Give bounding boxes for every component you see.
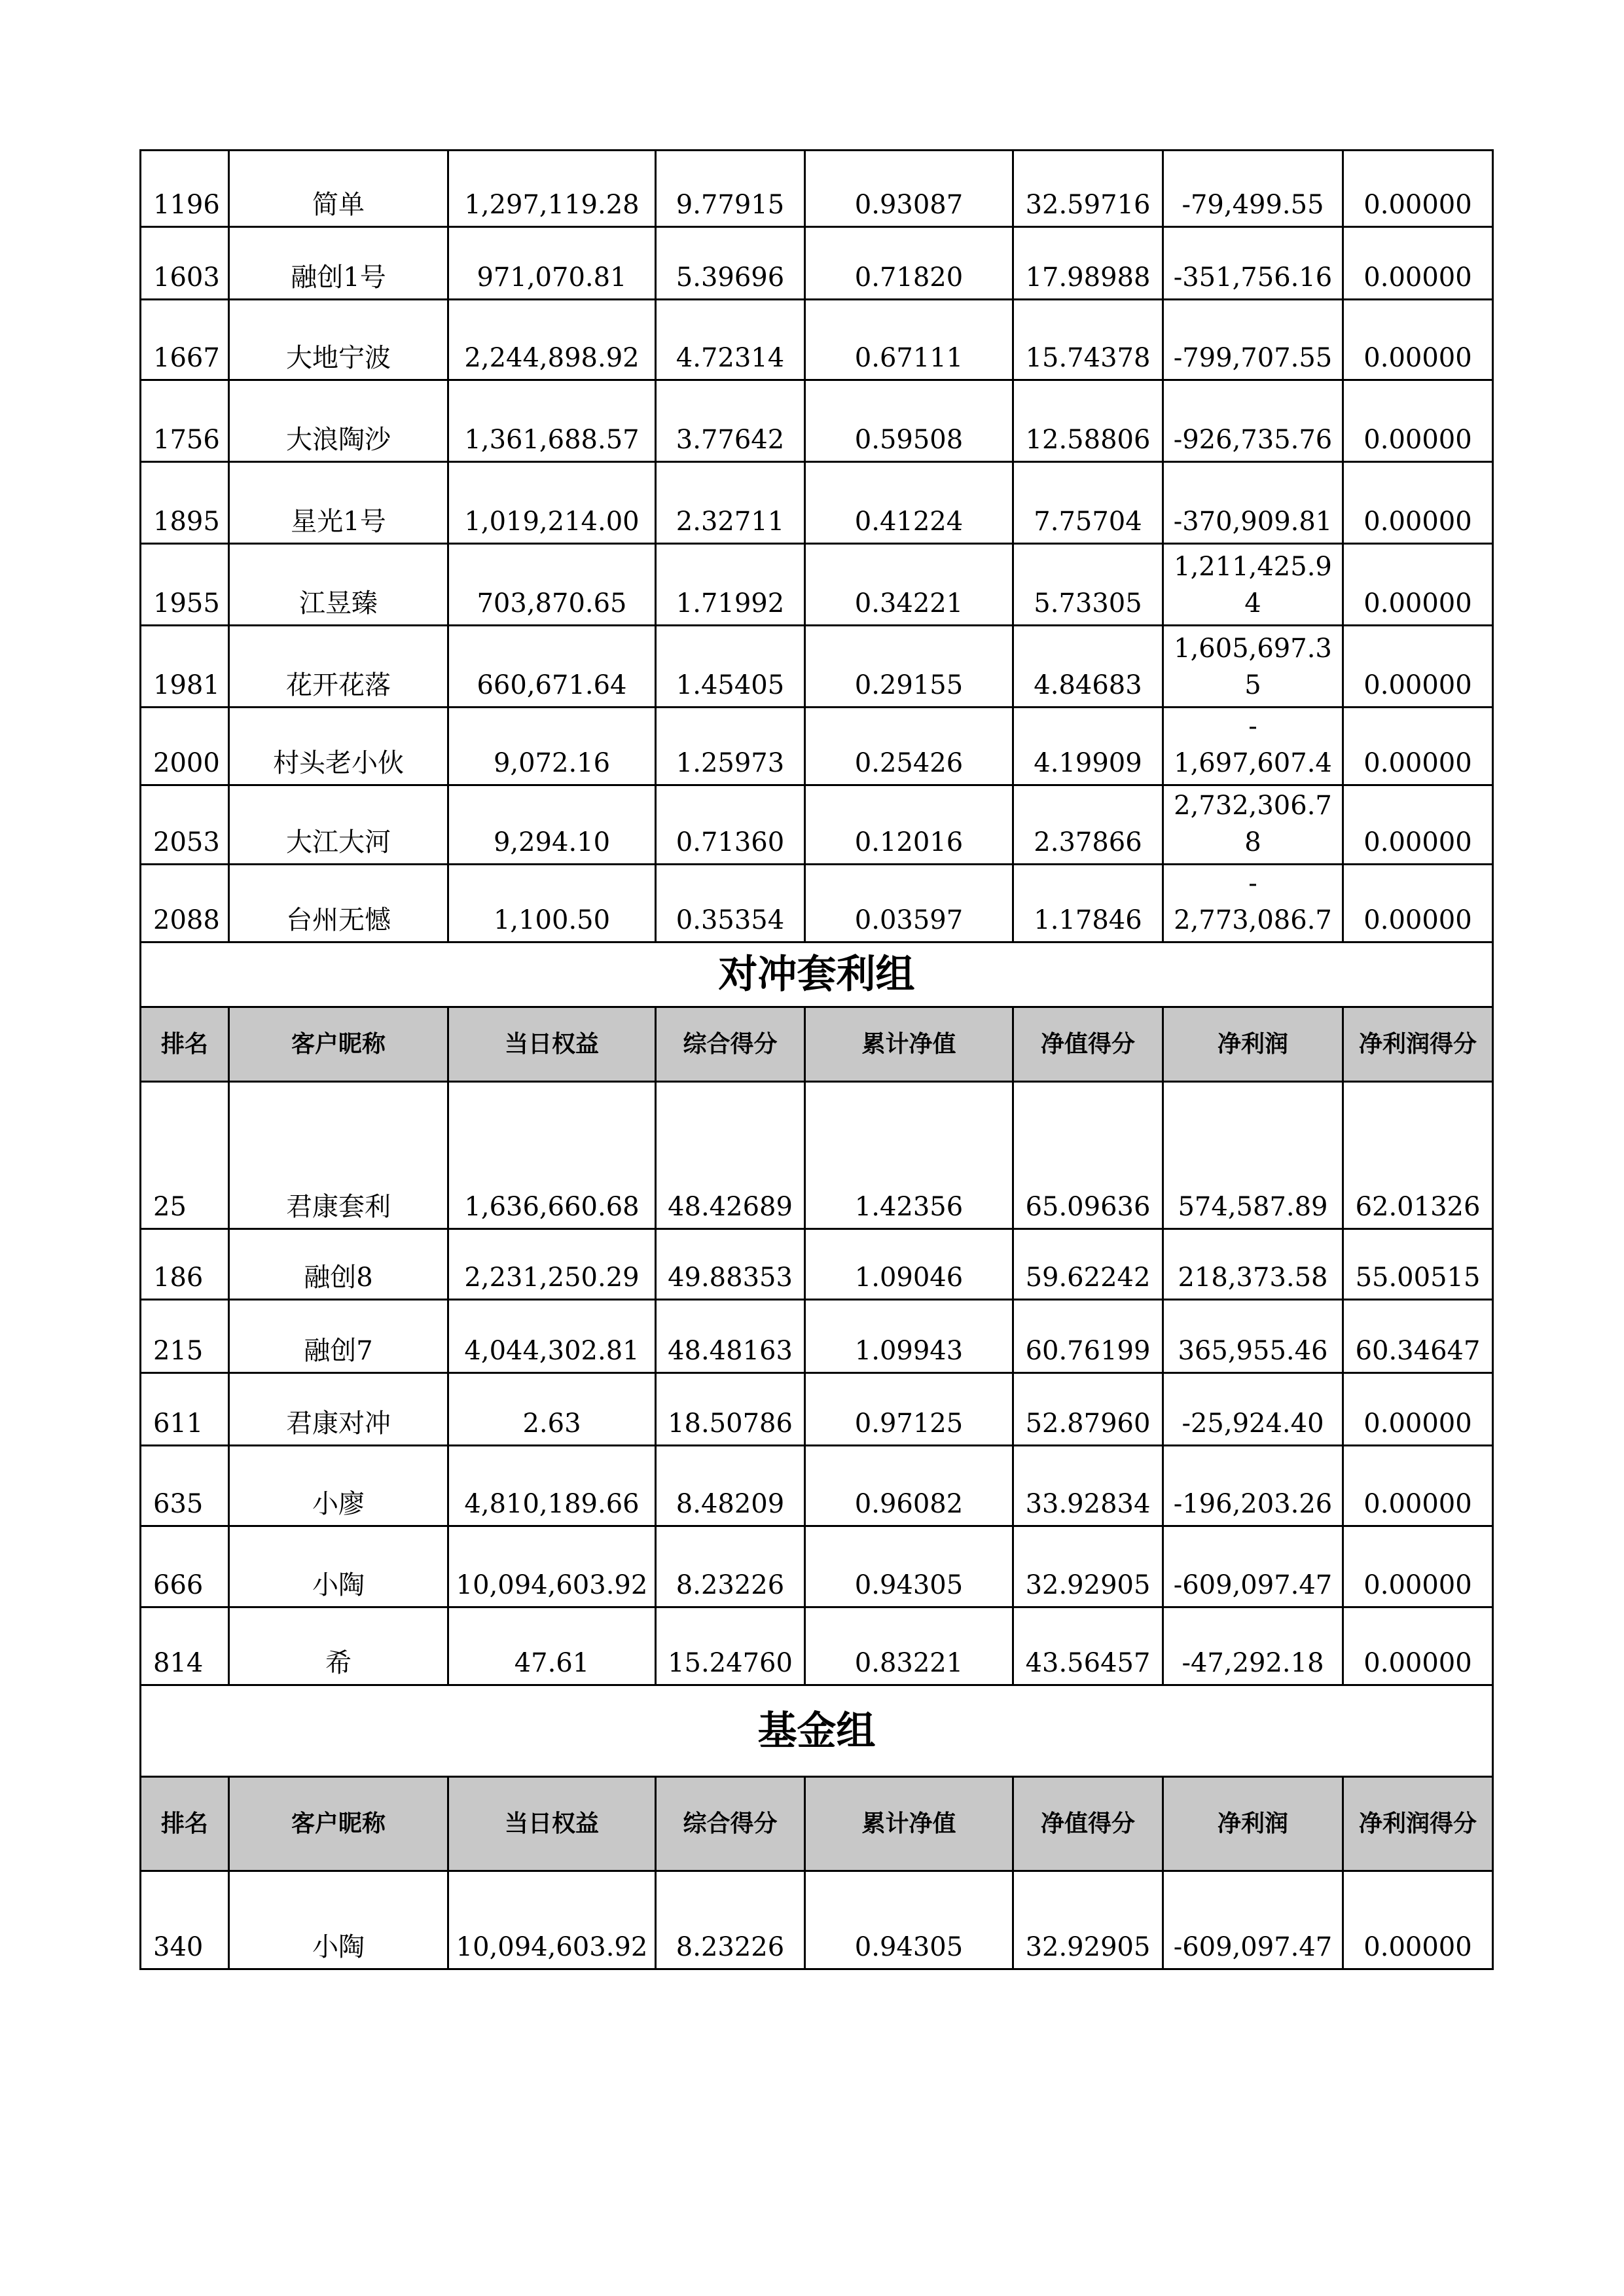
composite-score-cell: 8.23226 — [656, 1526, 805, 1607]
table-row — [141, 1871, 1493, 1969]
cumulative-nav-cell: 0.96082 — [805, 1446, 1013, 1526]
equity-cell: 4,810,189.66 — [448, 1446, 656, 1526]
composite-score-cell: 2.32711 — [656, 462, 805, 544]
table-row — [141, 1229, 1493, 1300]
nickname-cell: 简单 — [229, 151, 448, 227]
rank-cell: 2088 — [141, 865, 229, 942]
nickname-cell: 小陶 — [229, 1526, 448, 1607]
net-profit-score-cell: 0.00000 — [1343, 380, 1493, 462]
header-net-profit-score: 净利润得分 — [1343, 1777, 1493, 1871]
header-cumulative-nav: 累计净值 — [805, 1777, 1013, 1871]
nav-score-cell: 32.92905 — [1013, 1526, 1163, 1607]
header-equity: 当日权益 — [448, 1777, 656, 1871]
net-profit-cell: -370,909.81 — [1163, 462, 1343, 544]
header-nickname: 客户昵称 — [229, 1777, 448, 1871]
equity-cell: 9,072.16 — [448, 708, 656, 785]
nickname-cell: 台州无憾 — [229, 865, 448, 942]
equity-cell: 1,361,688.57 — [448, 380, 656, 462]
rank-cell: 2053 — [141, 785, 229, 865]
nav-score-cell: 59.62242 — [1013, 1229, 1163, 1300]
nickname-cell: 大浪陶沙 — [229, 380, 448, 462]
nav-score-cell: 43.56457 — [1013, 1607, 1163, 1685]
nav-score-cell: 32.59716 — [1013, 151, 1163, 227]
composite-score-cell: 15.24760 — [656, 1607, 805, 1685]
net-profit-score-cell: 62.01326 — [1343, 1082, 1493, 1229]
cumulative-nav-cell: 1.42356 — [805, 1082, 1013, 1229]
nav-score-cell: 5.73305 — [1013, 544, 1163, 626]
net-profit-cell: -609,097.47 — [1163, 1871, 1343, 1969]
net-profit-cell: -351,756.16 — [1163, 227, 1343, 300]
nav-score-cell: 60.76199 — [1013, 1300, 1163, 1373]
net-profit-score-cell: 55.00515 — [1343, 1229, 1493, 1300]
header-equity: 当日权益 — [448, 1007, 656, 1082]
nickname-cell: 君康套利 — [229, 1082, 448, 1229]
rank-cell: 340 — [141, 1871, 229, 1969]
nickname-cell: 融创8 — [229, 1229, 448, 1300]
cumulative-nav-cell: 0.29155 — [805, 626, 1013, 708]
cumulative-nav-cell: 0.93087 — [805, 151, 1013, 227]
equity-cell: 1,100.50 — [448, 865, 656, 942]
net-profit-cell: 574,587.89 — [1163, 1082, 1343, 1229]
ranking-table-body — [141, 151, 1493, 1969]
cumulative-nav-cell: 0.03597 — [805, 865, 1013, 942]
composite-score-cell: 1.45405 — [656, 626, 805, 708]
rank-cell: 25 — [141, 1082, 229, 1229]
net-profit-cell: -79,499.55 — [1163, 151, 1343, 227]
net-profit-cell: -799,707.55 — [1163, 300, 1343, 380]
nav-score-cell: 52.87960 — [1013, 1373, 1163, 1446]
nickname-cell: 小廖 — [229, 1446, 448, 1526]
composite-score-cell: 1.71992 — [656, 544, 805, 626]
cumulative-nav-cell: 0.97125 — [805, 1373, 1013, 1446]
composite-score-cell: 0.35354 — [656, 865, 805, 942]
composite-score-cell: 8.23226 — [656, 1871, 805, 1969]
net-profit-score-cell: 0.00000 — [1343, 300, 1493, 380]
cumulative-nav-cell: 0.83221 — [805, 1607, 1013, 1685]
equity-cell: 1,297,119.28 — [448, 151, 656, 227]
net-profit-cell: -609,097.47 — [1163, 1526, 1343, 1607]
net-profit-score-cell: 0.00000 — [1343, 1526, 1493, 1607]
rank-cell: 1895 — [141, 462, 229, 544]
equity-cell: 10,094,603.92 — [448, 1526, 656, 1607]
net-profit-score-cell: 0.00000 — [1343, 544, 1493, 626]
ranking-sheet — [139, 149, 1492, 1970]
column-header-row — [141, 1777, 1493, 1871]
rank-cell: 186 — [141, 1229, 229, 1300]
composite-score-cell: 48.42689 — [656, 1082, 805, 1229]
cumulative-nav-cell: 0.34221 — [805, 544, 1013, 626]
section-title-row — [141, 1685, 1493, 1777]
net-profit-score-cell: 0.00000 — [1343, 1446, 1493, 1526]
net-profit-score-cell: 0.00000 — [1343, 1373, 1493, 1446]
header-nickname: 客户昵称 — [229, 1007, 448, 1082]
rank-cell: 1667 — [141, 300, 229, 380]
table-row — [141, 708, 1493, 785]
header-net-profit: 净利润 — [1163, 1777, 1343, 1871]
net-profit-cell: 1,211,425.94 — [1163, 544, 1343, 626]
nickname-cell: 融创1号 — [229, 227, 448, 300]
nav-score-cell: 65.09636 — [1013, 1082, 1163, 1229]
equity-cell: 2.63 — [448, 1373, 656, 1446]
composite-score-cell: 3.77642 — [656, 380, 805, 462]
table-row — [141, 1526, 1493, 1607]
net-profit-cell: -196,203.26 — [1163, 1446, 1343, 1526]
net-profit-score-cell: 0.00000 — [1343, 865, 1493, 942]
net-profit-cell: -25,924.40 — [1163, 1373, 1343, 1446]
table-row — [141, 1607, 1493, 1685]
nav-score-cell: 1.17846 — [1013, 865, 1163, 942]
nickname-cell: 大江大河 — [229, 785, 448, 865]
equity-cell: 10,094,603.92 — [448, 1871, 656, 1969]
rank-cell: 1603 — [141, 227, 229, 300]
net-profit-cell: - 1,697,607.4 — [1163, 708, 1343, 785]
header-composite-score: 综合得分 — [656, 1007, 805, 1082]
net-profit-cell: 2,732,306.78 — [1163, 785, 1343, 865]
table-row — [141, 1446, 1493, 1526]
header-net-profit: 净利润 — [1163, 1007, 1343, 1082]
table-row — [141, 626, 1493, 708]
net-profit-score-cell: 0.00000 — [1343, 227, 1493, 300]
net-profit-cell: 1,605,697.35 — [1163, 626, 1343, 708]
net-profit-cell: 218,373.58 — [1163, 1229, 1343, 1300]
composite-score-cell: 4.72314 — [656, 300, 805, 380]
net-profit-cell: -926,735.76 — [1163, 380, 1343, 462]
table-row — [141, 227, 1493, 300]
nav-score-cell: 7.75704 — [1013, 462, 1163, 544]
cumulative-nav-cell: 0.59508 — [805, 380, 1013, 462]
table-row — [141, 1373, 1493, 1446]
table-row — [141, 1082, 1493, 1229]
rank-cell: 814 — [141, 1607, 229, 1685]
composite-score-cell: 8.48209 — [656, 1446, 805, 1526]
rank-cell: 611 — [141, 1373, 229, 1446]
composite-score-cell: 48.48163 — [656, 1300, 805, 1373]
equity-cell: 47.61 — [448, 1607, 656, 1685]
table-row — [141, 151, 1493, 227]
composite-score-cell: 1.25973 — [656, 708, 805, 785]
net-profit-cell: 365,955.46 — [1163, 1300, 1343, 1373]
nickname-cell: 村头老小伙 — [229, 708, 448, 785]
nickname-cell: 君康对冲 — [229, 1373, 448, 1446]
net-profit-score-cell: 0.00000 — [1343, 462, 1493, 544]
nav-score-cell: 4.84683 — [1013, 626, 1163, 708]
equity-cell: 9,294.10 — [448, 785, 656, 865]
net-profit-score-cell: 60.34647 — [1343, 1300, 1493, 1373]
rank-cell: 215 — [141, 1300, 229, 1373]
net-profit-score-cell: 0.00000 — [1343, 151, 1493, 227]
rank-cell: 1955 — [141, 544, 229, 626]
header-nav-score: 净值得分 — [1013, 1777, 1163, 1871]
nav-score-cell: 17.98988 — [1013, 227, 1163, 300]
table-row — [141, 785, 1493, 865]
header-cumulative-nav: 累计净值 — [805, 1007, 1013, 1082]
cumulative-nav-cell: 0.94305 — [805, 1526, 1013, 1607]
rank-cell: 1756 — [141, 380, 229, 462]
header-net-profit-score: 净利润得分 — [1343, 1007, 1493, 1082]
cumulative-nav-cell: 0.12016 — [805, 785, 1013, 865]
table-row — [141, 380, 1493, 462]
composite-score-cell: 9.77915 — [656, 151, 805, 227]
equity-cell: 2,231,250.29 — [448, 1229, 656, 1300]
net-profit-score-cell: 0.00000 — [1343, 785, 1493, 865]
table-row — [141, 462, 1493, 544]
net-profit-score-cell: 0.00000 — [1343, 708, 1493, 785]
ranking-table — [139, 149, 1494, 1970]
nav-score-cell: 4.19909 — [1013, 708, 1163, 785]
nav-score-cell: 15.74378 — [1013, 300, 1163, 380]
composite-score-cell: 18.50786 — [656, 1373, 805, 1446]
net-profit-score-cell: 0.00000 — [1343, 1871, 1493, 1969]
header-nav-score: 净值得分 — [1013, 1007, 1163, 1082]
rank-cell: 1196 — [141, 151, 229, 227]
cumulative-nav-cell: 0.67111 — [805, 300, 1013, 380]
rank-cell: 666 — [141, 1526, 229, 1607]
section-title: 对冲套利组 — [141, 942, 1493, 1007]
section-title: 基金组 — [141, 1685, 1493, 1777]
cumulative-nav-cell: 1.09046 — [805, 1229, 1013, 1300]
table-row — [141, 544, 1493, 626]
net-profit-cell: -47,292.18 — [1163, 1607, 1343, 1685]
net-profit-score-cell: 0.00000 — [1343, 1607, 1493, 1685]
equity-cell: 1,636,660.68 — [448, 1082, 656, 1229]
cumulative-nav-cell: 0.94305 — [805, 1871, 1013, 1969]
nickname-cell: 小陶 — [229, 1871, 448, 1969]
equity-cell: 971,070.81 — [448, 227, 656, 300]
nav-score-cell: 12.58806 — [1013, 380, 1163, 462]
nav-score-cell: 2.37866 — [1013, 785, 1163, 865]
nickname-cell: 融创7 — [229, 1300, 448, 1373]
equity-cell: 1,019,214.00 — [448, 462, 656, 544]
equity-cell: 2,244,898.92 — [448, 300, 656, 380]
column-header-row — [141, 1007, 1493, 1082]
net-profit-cell: - 2,773,086.7 — [1163, 865, 1343, 942]
header-composite-score: 综合得分 — [656, 1777, 805, 1871]
header-rank: 排名 — [141, 1777, 229, 1871]
cumulative-nav-cell: 0.71820 — [805, 227, 1013, 300]
cumulative-nav-cell: 1.09943 — [805, 1300, 1013, 1373]
cumulative-nav-cell: 0.41224 — [805, 462, 1013, 544]
section-title-row — [141, 942, 1493, 1007]
table-row — [141, 300, 1493, 380]
equity-cell: 660,671.64 — [448, 626, 656, 708]
rank-cell: 1981 — [141, 626, 229, 708]
composite-score-cell: 0.71360 — [656, 785, 805, 865]
table-row — [141, 865, 1493, 942]
header-rank: 排名 — [141, 1007, 229, 1082]
nickname-cell: 花开花落 — [229, 626, 448, 708]
nickname-cell: 大地宁波 — [229, 300, 448, 380]
nav-score-cell: 33.92834 — [1013, 1446, 1163, 1526]
composite-score-cell: 49.88353 — [656, 1229, 805, 1300]
nickname-cell: 希 — [229, 1607, 448, 1685]
composite-score-cell: 5.39696 — [656, 227, 805, 300]
nav-score-cell: 32.92905 — [1013, 1871, 1163, 1969]
net-profit-score-cell: 0.00000 — [1343, 626, 1493, 708]
equity-cell: 4,044,302.81 — [448, 1300, 656, 1373]
nickname-cell: 星光1号 — [229, 462, 448, 544]
rank-cell: 2000 — [141, 708, 229, 785]
table-row — [141, 1300, 1493, 1373]
equity-cell: 703,870.65 — [448, 544, 656, 626]
nickname-cell: 江昱臻 — [229, 544, 448, 626]
cumulative-nav-cell: 0.25426 — [805, 708, 1013, 785]
rank-cell: 635 — [141, 1446, 229, 1526]
